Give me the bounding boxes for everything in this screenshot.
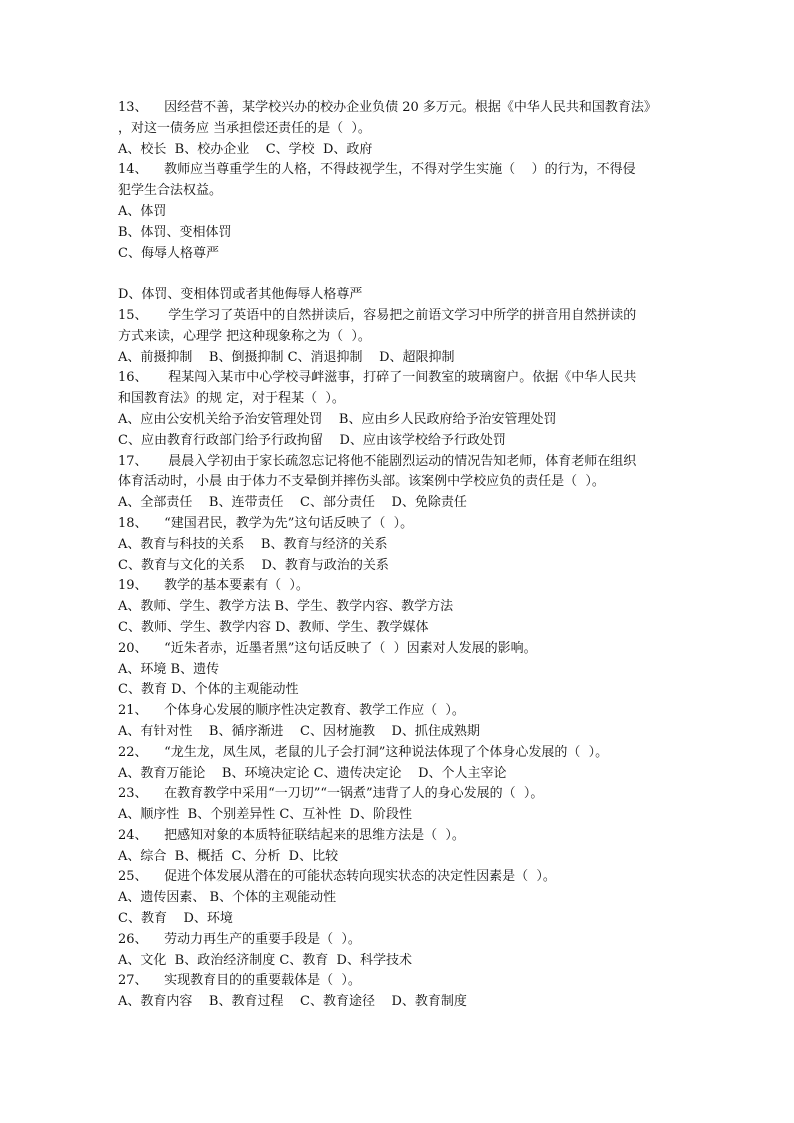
text-line: 方式来读，心理学 把这种现象称之为（ ）。 (118, 328, 371, 344)
text-line: 27、 实现教育目的的重要载体是（ ）。 (118, 973, 361, 989)
question-list (118, 98, 678, 1013)
text-line: A、教育与科技的关系 B、教育与经济的关系 (118, 536, 388, 552)
text-line: 体育活动时，小晨 由于体力不支晕倒并摔伤头部。该案例中学校应负的责任是（ ）。 (118, 474, 605, 490)
text-line: A、前摄抑制 B、倒摄抑制 C、消退抑制 D、超限抑制 (118, 349, 455, 365)
text-line: A、环境 B、遗传 (118, 661, 220, 677)
text-line: 26、 劳动力再生产的重要手段是（ ）。 (118, 931, 361, 947)
text-line: ，对这一债务应 当承担偿还责任的是（ ）。 (118, 120, 371, 136)
text-line: A、综合 B、概括 C、分析 D、比较 (118, 848, 339, 864)
text-line: 14、 教师应当尊重学生的人格，不得歧视学生，不得对学生实施（ ）的行为，不得侵 (118, 162, 636, 178)
text-line: C、侮辱人格尊严 (118, 245, 219, 261)
text-line: 13、 因经营不善，某学校兴办的校办企业负债 20 多万元。根据《中华人民共和国教育法》 (118, 100, 657, 115)
text-line: C、应由教育行政部门给予行政拘留 D、应由该学校给予行政处罚 (118, 432, 506, 448)
text-line: 25、 促进个体发展从潜在的可能状态转向现实状态的决定性因素是（ ）。 (118, 869, 556, 885)
text-line: C、教育 D、环境 (118, 911, 233, 927)
text-line: 24、 把感知对象的本质特征联结起来的思维方法是（ ）。 (118, 827, 465, 843)
text-line: A、教师、学生、教学方法 B、学生、教学内容、教学方法 (118, 599, 454, 615)
text-line: A、顺序性 B、个别差异性 C、互补性 D、阶段性 (118, 807, 412, 823)
text-line: A、全部责任 B、连带责任 C、部分责任 D、免除责任 (118, 495, 467, 511)
text-line: 20、 “近朱者赤，近墨者黑”这句话反映了（ ）因素对人发展的影响。 (118, 640, 537, 656)
text-line: 22、 “龙生龙，凤生凤，老鼠的儿子会打洞”这种说法体现了个体身心发展的（ ）。 (118, 744, 609, 760)
text-line: A、教育内容 B、教育过程 C、教育途径 D、教育制度 (118, 994, 467, 1010)
text-line: A、应由公安机关给予治安管理处罚 B、应由乡人民政府给予治安管理处罚 (118, 411, 557, 427)
text-line: C、教育 D、个体的主观能动性 (118, 682, 299, 698)
text-line: 17、 晨晨入学初由于家长疏忽忘记将他不能剧烈运动的情况告知老师，体育老师在组织 (118, 453, 637, 469)
text-line: 19、 教学的基本要素有（ ）。 (118, 578, 309, 594)
text-line: 犯学生合法权益。 (118, 183, 223, 199)
text-line: A、有针对性 B、循序渐进 C、因材施教 D、抓住成熟期 (118, 723, 480, 739)
text-line: 15、 学生学习了英语中的自然拼读后，容易把之前语文学习中所学的拼音用自然拼读的 (118, 307, 637, 323)
text-line: A、教育万能论 B、环境决定论 C、遗传决定论 D、个人主宰论 (118, 765, 507, 781)
text-line: 23、 在教育教学中采用“一刀切”“一锅煮”违背了人的身心发展的（ ）。 (118, 786, 544, 802)
text-line: A、体罚 (118, 203, 167, 219)
text-line: B、体罚、变相体罚 (118, 224, 232, 240)
text-line: 和国教育法》的规 定，对于程某（ ）。 (118, 391, 345, 407)
text-line: 21、 个体身心发展的顺序性决定教育、教学工作应（ ）。 (118, 703, 465, 719)
text-line: A、校长 B、校办企业 C、学校 D、政府 (118, 141, 373, 157)
text-line: C、教育与文化的关系 D、教育与政治的关系 (118, 557, 389, 573)
text-line: A、文化 B、政治经济制度 C、教育 D、科学技术 (118, 952, 412, 968)
text-line: 18、 “建国君民，教学为先”这句话反映了（ ）。 (118, 515, 414, 531)
text-line: 16、 程某闯入某市中心学校寻衅滋事，打碎了一间教室的玻璃窗户。依据《中华人民共 (118, 370, 637, 386)
text-line: A、遗传因素、 B、个体的主观能动性 (118, 890, 337, 906)
text-line: D、体罚、变相体罚或者其他侮辱人格尊严 (118, 287, 363, 303)
blank-line (118, 264, 678, 285)
text-line: C、教师、学生、教学内容 D、教师、学生、教学媒体 (118, 619, 429, 635)
